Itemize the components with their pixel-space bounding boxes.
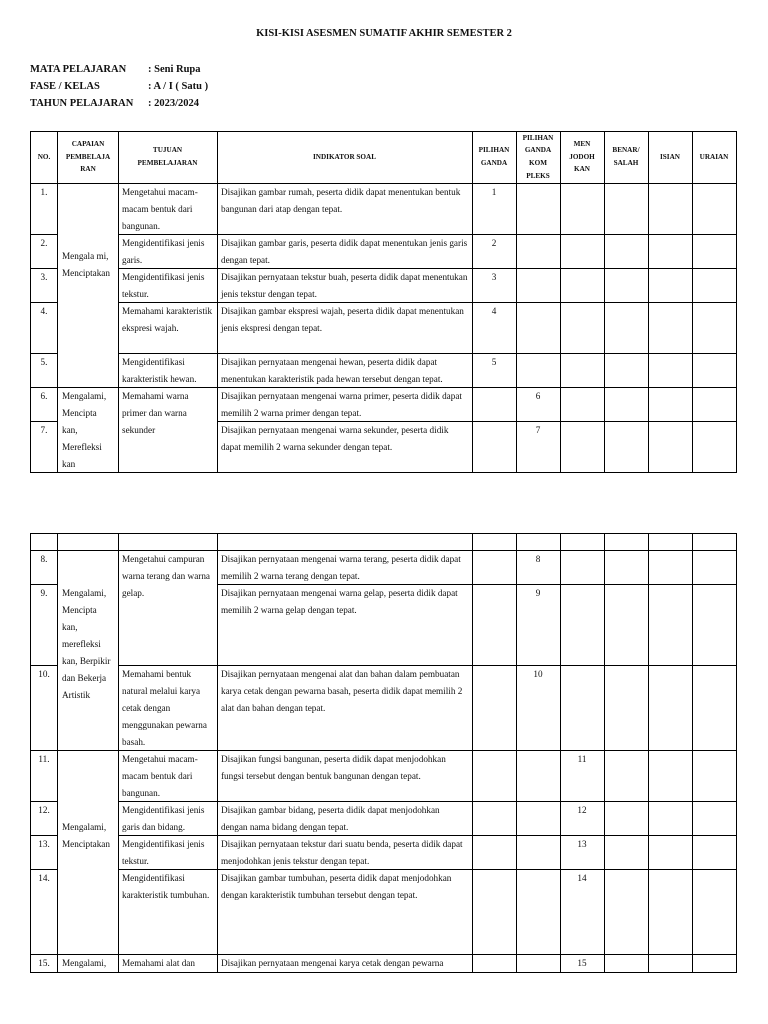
mj-cell: 15 xyxy=(577,958,587,968)
pg-cell: 3 xyxy=(491,272,497,282)
tujuan-cell: Mengidentifikasi jenis tekstur. xyxy=(122,272,205,299)
tujuan-cell: Memahami bentuk natural melalui karya cetak dengan menggunakan pewarna basah. xyxy=(122,669,207,747)
indikator-cell: Disajikan pernyataan mengenai warna sekunder, peserta didik dapat memilih 2 warna sekunder dengan tepat. xyxy=(221,425,449,452)
pgk-cell: 10 xyxy=(533,669,543,679)
indikator-cell: Disajikan gambar ekspresi wajah, peserta didik dapat menentukan jenis ekspresi dengan tepat. xyxy=(221,306,464,333)
indikator-cell: Disajikan pernyataan mengenai warna primer, peserta didik dapat memilih 2 warna primer dengan tepat. xyxy=(221,391,462,418)
tujuan-cell: Mengidentifikasi karakteristik hewan. xyxy=(122,357,197,384)
tujuan-cell: Mengetahui campuran warna terang dan warna gelap. xyxy=(122,554,210,598)
col-rule xyxy=(604,533,605,973)
capaian-cell: Mengalami, xyxy=(62,958,107,968)
no-cell: 3. xyxy=(40,272,48,282)
pg-cell: 5 xyxy=(491,357,497,367)
header-pgk: PILIHAN GANDA KOM PLEKS xyxy=(522,133,554,180)
pgk-cell: 7 xyxy=(535,425,541,435)
col-rule xyxy=(736,533,737,973)
meta-subject-value: : Seni Rupa xyxy=(148,64,201,75)
header-no: NO. xyxy=(37,152,51,161)
mj-cell: 11 xyxy=(577,754,587,764)
no-cell: 13. xyxy=(38,839,50,849)
header-tujuan: TUJUAN PEMBELAJARAN xyxy=(137,146,198,167)
tujuan-cell: Memahami alat dan xyxy=(122,958,195,968)
header-isian: ISIAN xyxy=(660,152,680,161)
indikator-cell: Disajikan pernyataan mengenai karya cetak dengan pewarna xyxy=(221,958,444,968)
pg-cell: 2 xyxy=(491,238,497,248)
indikator-cell: Disajikan pernyataan mengenai warna gelap, peserta didik dapat memilih 2 warna gelap dengan tepat. xyxy=(221,588,458,615)
mj-cell: 14 xyxy=(577,873,587,883)
no-cell: 9. xyxy=(40,588,48,598)
no-cell: 4. xyxy=(40,306,48,316)
col-rule xyxy=(648,533,649,973)
meta-subject xyxy=(30,64,201,75)
mj-cell: 13 xyxy=(577,839,587,849)
tujuan-cell: Mengidentifikasi jenis tekstur. xyxy=(122,839,205,866)
no-cell: 10. xyxy=(38,669,50,679)
row-rule xyxy=(30,972,737,973)
no-cell: 8. xyxy=(40,554,48,564)
capaian-cell: Mengalami, Menciptakan xyxy=(62,822,110,849)
pg-cell: 4 xyxy=(491,306,497,316)
indikator-cell: Disajikan gambar bidang, peserta didik dapat menjodohkan dengan nama bidang dengan tepat. xyxy=(221,805,440,832)
tujuan-cell: Memahami warna primer dan warna sekunder xyxy=(122,391,189,435)
no-cell: 11. xyxy=(38,754,50,764)
header-mj: MEN JODOH KAN xyxy=(569,140,595,174)
header-uraian: URAIAN xyxy=(699,152,729,161)
meta-year xyxy=(30,98,199,109)
meta-class xyxy=(30,81,208,92)
capaian-cell: Mengalami, Mencipta kan, merefleksi kan, Berpikir dan Bekerja Artistik xyxy=(62,588,111,700)
document-title: KISI-KISI ASESMEN SUMATIF AKHIR SEMESTER 2 xyxy=(256,28,512,39)
pgk-cell: 9 xyxy=(535,588,541,598)
no-cell: 6. xyxy=(40,391,48,401)
header-pg: PILIHAN GANDA xyxy=(478,146,510,167)
header-indikator: INDIKATOR SOAL xyxy=(312,152,377,161)
tujuan-cell: Mengidentifikasi jenis garis. xyxy=(122,238,205,265)
meta-year-value: : 2023/2024 xyxy=(148,98,200,109)
indikator-cell: Disajikan pernyataan mengenai warna terang, peserta didik dapat memilih 2 warna terang dengan tepat. xyxy=(221,554,461,581)
col-rule xyxy=(472,533,473,973)
indikator-cell: Disajikan fungsi bangunan, peserta didik dapat menjodohkan fungsi tersebut dengan bentuk bangunan dengan tepat. xyxy=(221,754,446,781)
indikator-cell: Disajikan pernyataan mengenai alat dan bahan dalam pembuatan karya cetak dengan pewarna basah, peserta didik dapat memilih 2 alat dan bahan dengan tepat. xyxy=(221,669,463,713)
grid-table-1 xyxy=(30,131,737,473)
mj-cell: 12 xyxy=(577,805,587,815)
col-rule xyxy=(692,533,693,973)
no-cell: 15. xyxy=(38,958,50,968)
capaian-cell: Mengala mi, Menciptakan xyxy=(62,251,110,278)
indikator-cell: Disajikan pernyataan mengenai hewan, peserta didik dapat menentukan karakteristik pada hewan tersebut dengan tepat. xyxy=(221,357,443,384)
no-cell: 1. xyxy=(40,187,48,197)
tujuan-cell: Mengidentifikasi karakteristik tumbuhan. xyxy=(122,873,210,900)
meta-year-label: TAHUN PELAJARAN xyxy=(30,98,134,109)
indikator-cell: Disajikan gambar garis, peserta didik dapat menentukan jenis garis dengan tepat. xyxy=(221,238,468,265)
tujuan-cell: Mengetahui macam-macam bentuk dari bangunan. xyxy=(122,187,198,231)
no-cell: 7. xyxy=(40,425,48,435)
header-bs: BENAR/ SALAH xyxy=(612,146,640,167)
meta-class-label: FASE / KELAS xyxy=(30,81,100,92)
grid-table-2 xyxy=(30,533,737,973)
meta-subject-label: MATA PELAJARAN xyxy=(30,64,127,75)
header-capaian: CAPAIAN PEMBELAJA RAN xyxy=(65,140,111,174)
no-cell: 5. xyxy=(40,357,48,367)
indikator-cell: Disajikan gambar rumah, peserta didik dapat menentukan bentuk bangunan dari atap dengan tepat. xyxy=(221,187,461,214)
tujuan-cell: Mengetahui macam-macam bentuk dari bangunan. xyxy=(122,754,198,798)
indikator-cell: Disajikan pernyataan tekstur dari suatu benda, peserta didik dapat menjodohkan jenis tekstur dengan tepat. xyxy=(221,839,463,866)
pgk-cell: 8 xyxy=(535,554,541,564)
indikator-cell: Disajikan gambar tumbuhan, peserta didik dapat menjodohkan dengan karakteristik tumbuhan tersebut dengan tepat. xyxy=(221,873,452,900)
pg-cell: 1 xyxy=(491,187,497,197)
row-rule xyxy=(30,533,737,534)
pgk-cell: 6 xyxy=(535,391,541,401)
tujuan-cell: Memahami karakteristik ekspresi wajah. xyxy=(122,306,213,333)
indikator-cell: Disajikan pernyataan tekstur buah, peserta didik dapat menentukan jenis tekstur dengan tepat. xyxy=(221,272,468,299)
no-cell: 14. xyxy=(38,873,50,883)
tujuan-cell: Mengidentifikasi jenis garis dan bidang. xyxy=(122,805,205,832)
no-cell: 12. xyxy=(38,805,50,815)
row-rule xyxy=(30,472,737,473)
capaian-cell: Mengalami, Mencipta kan, Merefleksi kan xyxy=(62,391,107,469)
no-cell: 2. xyxy=(40,238,48,248)
meta-class-value: : A / I ( Satu ) xyxy=(148,81,209,92)
